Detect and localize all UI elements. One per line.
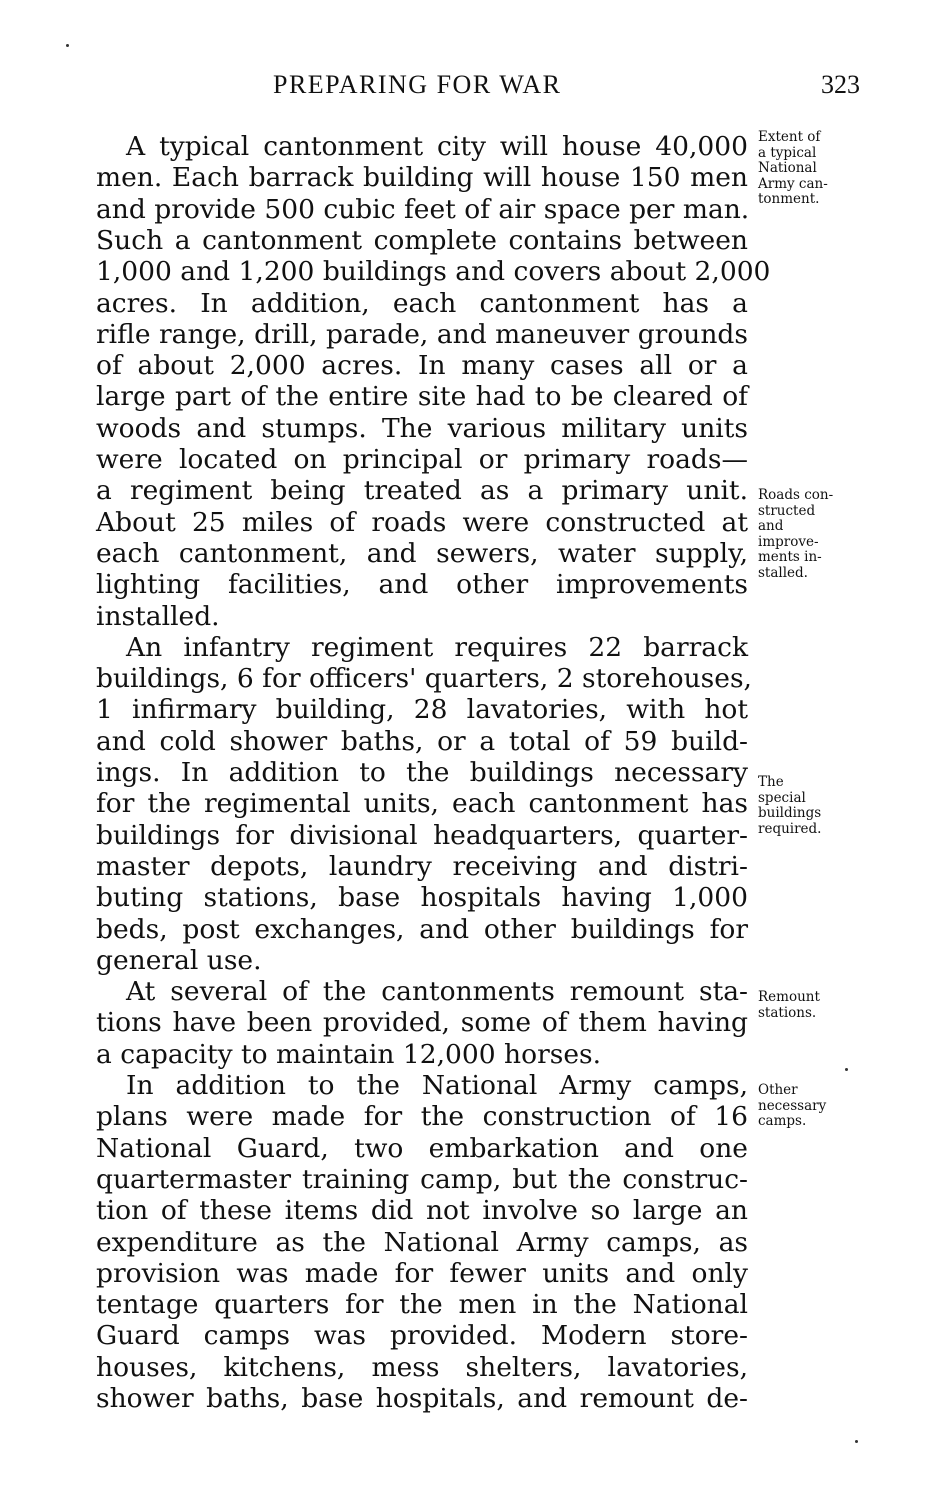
text-line: expenditure as the National Army camps, as [96,1226,748,1258]
text-line: for the regimental units, each cantonment has [96,788,748,820]
sidenote-line: The [758,774,784,790]
text-line: each cantonment, and sewers, water supply, [96,537,748,569]
text-line: Guard camps was provided. Modern store- [96,1320,748,1352]
sidenote-line: Extent of [758,129,821,145]
sidenote-line: structed [758,502,816,519]
text-line: tion of these items did not involve so large an [96,1195,748,1227]
sidenote-remount [758,990,820,1021]
text-line: tentage quarters for the men in the National [96,1289,748,1321]
sidenote-line: National [758,160,817,176]
text-line: An infantry regiment requires 22 barrack [126,631,748,663]
text-line: installed. [96,600,220,632]
text-line: large part of the entire site had to be cleared of [96,381,748,413]
sidenote-line: Remount [758,989,820,1005]
sidenote-line: ments in- [758,549,822,565]
text-line: provision was made for fewer units and only [96,1257,748,1289]
text-line: master depots, laundry receiving and distri- [96,850,748,882]
text-line: acres. In addition, each cantonment has a [96,287,748,319]
sidenote-line: and [758,518,784,534]
sidenote-line: stalled. [758,564,808,581]
sidenote-line: Roads con- [758,487,834,503]
text-line: houses, kitchens, mess shelters, lavatories, [96,1351,748,1383]
page-number: 323 [821,70,860,99]
text-line: lighting facilities, and other improvements [96,569,748,601]
text-line: woods and stumps. The various military units [96,412,748,444]
sidenote-other-camps [758,1083,826,1130]
text-line: buting stations, base hospitals having 1,000 [96,882,748,914]
sidenote-line: stations. [758,1004,817,1021]
text-line: Such a cantonment complete contains between [96,224,748,256]
scan-speck [66,44,69,47]
text-line: were located on principal or primary roads— [96,444,748,475]
text-line: plans were made for the construction of 16 [96,1101,748,1133]
running-header [96,64,860,104]
text-line: 1 infirmary building, 28 lavatories, with hot [96,694,748,726]
scan-speck [845,1068,848,1071]
text-line: beds, post exchanges, and other buildings for [96,913,748,945]
scan-speck [855,1440,858,1443]
sidenote-line: required. [758,820,822,837]
text-line: buildings for divisional headquarters, quarter- [96,819,748,851]
sidenote-roads [758,488,833,581]
sidenote-line: camps. [758,1113,807,1129]
sidenote-extent [758,130,828,208]
text-line: quartermaster training camp, but the construc- [96,1163,748,1195]
text-line: and provide 500 cubic feet of air space per man. [96,193,750,225]
text-line: A typical cantonment city will house 40,000 [126,131,748,162]
text-line: National Guard, two embarkation and one [96,1132,748,1164]
text-line: shower baths, base hospitals, and remount de- [96,1383,748,1414]
text-line: tions have been provided, some of them having [96,1007,748,1039]
sidenote-line: Other [758,1082,798,1098]
sidenote-line: improve- [758,533,819,550]
text-line: general use. [96,944,262,976]
text-line: About 25 miles of roads were constructed at [96,506,748,538]
sidenote-line: a typical [758,144,817,161]
sidenote-line: buildings [758,805,822,821]
text-line: of about 2,000 acres. In many cases all or a [96,350,748,382]
running-title: PREPARING FOR WAR [273,70,562,99]
text-line: and cold shower baths, or a total of 59 build- [96,725,748,757]
sidenote-line: tonment. [758,191,820,207]
sidenote-special-buildings [758,775,821,837]
text-line: a capacity to maintain 12,000 horses. [96,1038,602,1070]
sidenote-line: special [758,789,806,806]
sidenote-line: Army can- [758,175,828,192]
text-line: rifle range, drill, parade, and maneuver grounds [96,318,748,350]
text-line: In addition to the National Army camps, [126,1070,748,1101]
sidenote-line: necessary [758,1097,827,1114]
text-line: men. Each barrack building will house 150 men [96,162,748,194]
text-line: 1,000 and 1,200 buildings and covers about 2,000 [96,256,771,288]
text-line: At several of the cantonments remount sta- [126,976,748,1008]
text-line: a regiment being treated as a primary unit. [96,475,748,507]
text-line: buildings, 6 for officers' quarters, 2 storehouses, [96,663,752,695]
text-line: ings. In addition to the buildings necessary [96,757,748,788]
